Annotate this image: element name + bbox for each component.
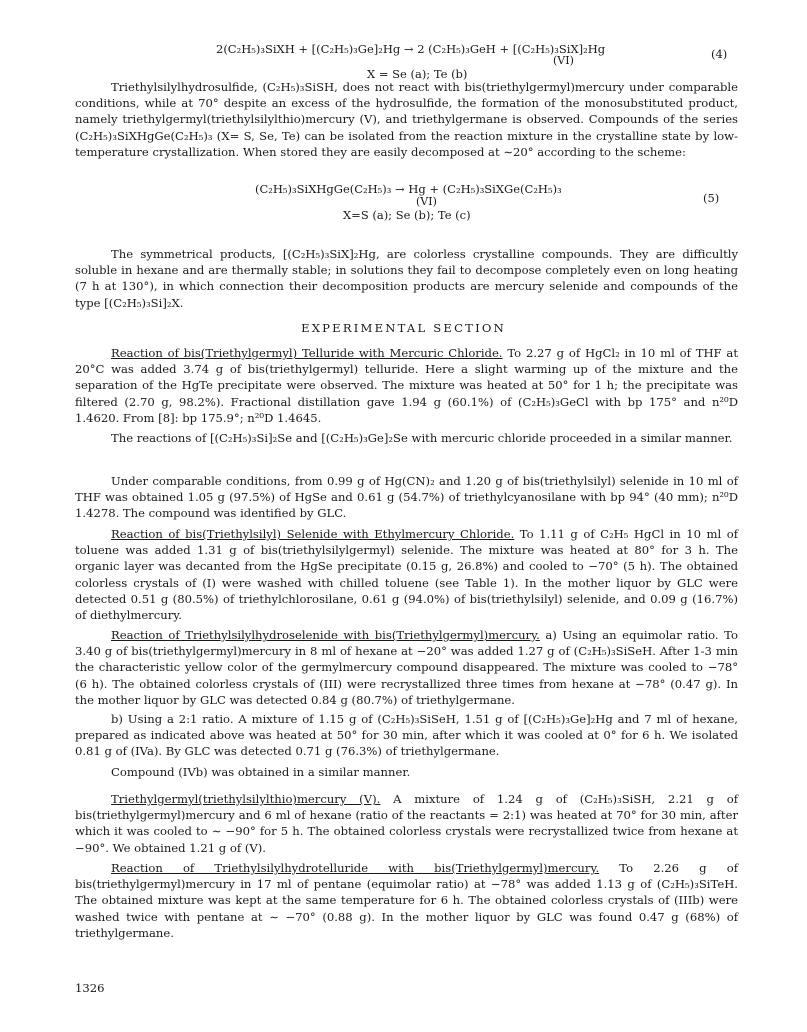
page-number: 1326 — [75, 981, 105, 995]
experiment-body: To 1.11 g of C₂H₅ HgCl in 10 ml of toluene was added 1.31 g of bis(triethylsilylgermyl) selenide. The mixture was heated at 80° for 3 h. The organic layer was decanted from the HgSe precipitate (0.15 g, 26.8%) and cooled to −70° (5 h). The obtained colorless crystals of (I) were washed with chilled toluene (see Table 1). In the mother liquor by GLC were detected 0.51 g (80.5%) of triethylchlorosilane, 0.61 g (94.0%) of bis(triethylsilyl) selenide, and 0.09 g (16.7%) of diethylmercury. — [75, 527, 738, 623]
equation-5-line2: X=S (a); Se (b); Te (c) — [343, 208, 471, 222]
experiment-ethylmercury-chloride — [75, 526, 738, 623]
equation-5-number: (5) — [703, 191, 720, 205]
experiment-telluride-hgcl2 — [75, 345, 738, 426]
experiment-title: Triethylgermyl(triethylsilylthio)mercury (V). — [111, 792, 381, 806]
section-heading: EXPERIMENTAL SECTION — [301, 321, 506, 335]
experiment-hg-cn2: Under comparable conditions, from 0.99 g of Hg(CN)₂ and 1.20 g of bis(triethylsilyl) selenide in 10 ml of THF was obtained 1.05 g (97.5%) of HgSe and 0.61 g (54.7%) of triethylcyanosilane with bp 94° (40 mm); n²⁰D 1.4278. The compound was identified by GLC. — [75, 474, 738, 521]
paragraph-intro: Triethylsilylhydrosulfide, (C₂H₅)₃SiSH, does not react with bis(triethylgermyl)mercury under comparable conditions, while at 70° despite an excess of the hydrosulfide, the formation of the monosubstituted product, namely triethylgermyl(triethylsilylthio)mercury (V), and triethylgermane is observed. Compounds of the series (C₂H₅)₃SiXHgGe(C₂H₅)₃ (X= S, Se, Te) can be isolated from the reaction mixture in the crystalline state by low-temperature crystallization. When stored they are easily decomposed at ∼20° according to the scheme: — [75, 80, 738, 159]
paragraph-symmetrical-products: The symmetrical products, [(C₂H₅)₃SiX]₂Hg, are colorless crystalline compounds. They are difficultly soluble in hexane and are thermally stable; in solutions they fail to decompose completely even on long heating (7 h at 130°), in which connection their decomposition products are mercury selenide and compounds of the type [(C₂H₅)₃Si]₂X. — [75, 247, 738, 310]
experiment-title: Reaction of Triethylsilylhydroselenide with bis(Triethylgermyl)mercury. — [111, 628, 540, 642]
experiment-title: Reaction of Triethylsilylhydrotelluride with bis(Triethylgermyl)mercury. — [111, 861, 600, 875]
experiment-similar-reactions: The reactions of [(C₂H₅)₃Si]₂Se and [(C₂H₅)₃Ge]₂Se with mercuric chloride proceeded in a similar manner. — [111, 431, 733, 445]
equation-4-number: (4) — [711, 47, 728, 61]
experiment-hydrotelluride — [75, 860, 738, 941]
equation-4-tag: (VI) — [553, 54, 574, 67]
experiment-body: a) Using an equimolar ratio. To 3.40 g of bis(triethylgermyl)mercury in 8 ml of hexane at −20° was added 1.27 g of (C₂H₅)₃SiSeH. After 1-3 min the characteristic yellow color of the germylmercury compound disappeared. The mixture was cooled to −78° (6 h). The obtained colorless crystals of (III) were recrystallized three times from hexane at −78° (0.47 g). In the mother liquor by GLC was detected 0.84 g (80.7%) of triethylgermane. — [75, 628, 738, 707]
experiment-title: Reaction of bis(Triethylgermyl) Telluride with Mercuric Chloride. — [111, 346, 503, 360]
experiment-title: Reaction of bis(Triethylsilyl) Selenide with Ethylmercury Chloride. — [111, 527, 515, 541]
experiment-hydroselenide-b: b) Using a 2:1 ratio. A mixture of 1.15 g of (C₂H₅)₃SiSeH, 1.51 g of [(C₂H₅)₃Ge]₂Hg and 7 ml of hexane, prepared as indicated above was heated at 50° for 30 min, after which it was cooled at 0° for 6 h. We isolated 0.81 g of (IVa). By GLC was detected 0.71 g (76.3%) of triethylgermane. — [75, 712, 738, 759]
equation-5-tag: (VI) — [416, 195, 437, 208]
equation-4-line1: 2(C₂H₅)₃SiXH + [(C₂H₅)₃Ge]₂Hg → 2 (C₂H₅)₃GeH + [(C₂H₅)₃SiX]₂Hg — [216, 42, 606, 56]
equation-5-line1: (C₂H₅)₃SiXHgGe(C₂H₅)₃ → Hg + (C₂H₅)₃SiXGe(C₂H₅)₃ — [255, 182, 562, 196]
experiment-compound-ivb: Compound (IVb) was obtained in a similar manner. — [111, 765, 411, 779]
experiment-silylthio-mercury — [75, 791, 738, 856]
experiment-body: To 2.26 g of bis(triethylgermyl)mercury in 17 ml of pentane (equimolar ratio) at −78° was added 1.13 g of (C₂H₅)₃SiTeH. The obtained mixture was kept at the same temperature for 6 h. The obtained colorless crystals of (IIIb) were washed twice with pentane at ∼ −70° (0.88 g). In the mother liquor by GLC was found 0.47 g (68%) of triethylgermane. — [75, 861, 738, 940]
experiment-body: A mixture of 1.24 g of (C₂H₅)₃SiSH, 2.21 g of bis(triethylgermyl)mercury and 6 ml of hexane (ratio of the reactants = 2:1) was heated at 70° for 30 min, after which it was cooled to ∼ −90° for 5 h. The obtained colorless crystals were recrystallized twice from hexane at −90°. We obtained 1.21 g of (V). — [75, 792, 739, 855]
experiment-hydroselenide-a — [75, 627, 738, 708]
experiment-body: To 2.27 g of HgCl₂ in 10 ml of THF at 20°C was added 3.74 g of bis(triethylgermyl) telluride. Here a slight warming up of the mixture and the separation of the HgTe precipitate were observed. The mixture was heated at 50° for 1 h; the precipitate was filtered (2.70 g, 98.2%). Fractional distillation gave 1.94 g (60.1%) of (C₂H₅)₃GeCl with bp 175° and n²⁰D 1.4620. From [8]: bp 175.9°; n²⁰D 1.4645. — [75, 346, 738, 425]
equation-4-line2: X = Se (a); Te (b) — [367, 67, 468, 81]
